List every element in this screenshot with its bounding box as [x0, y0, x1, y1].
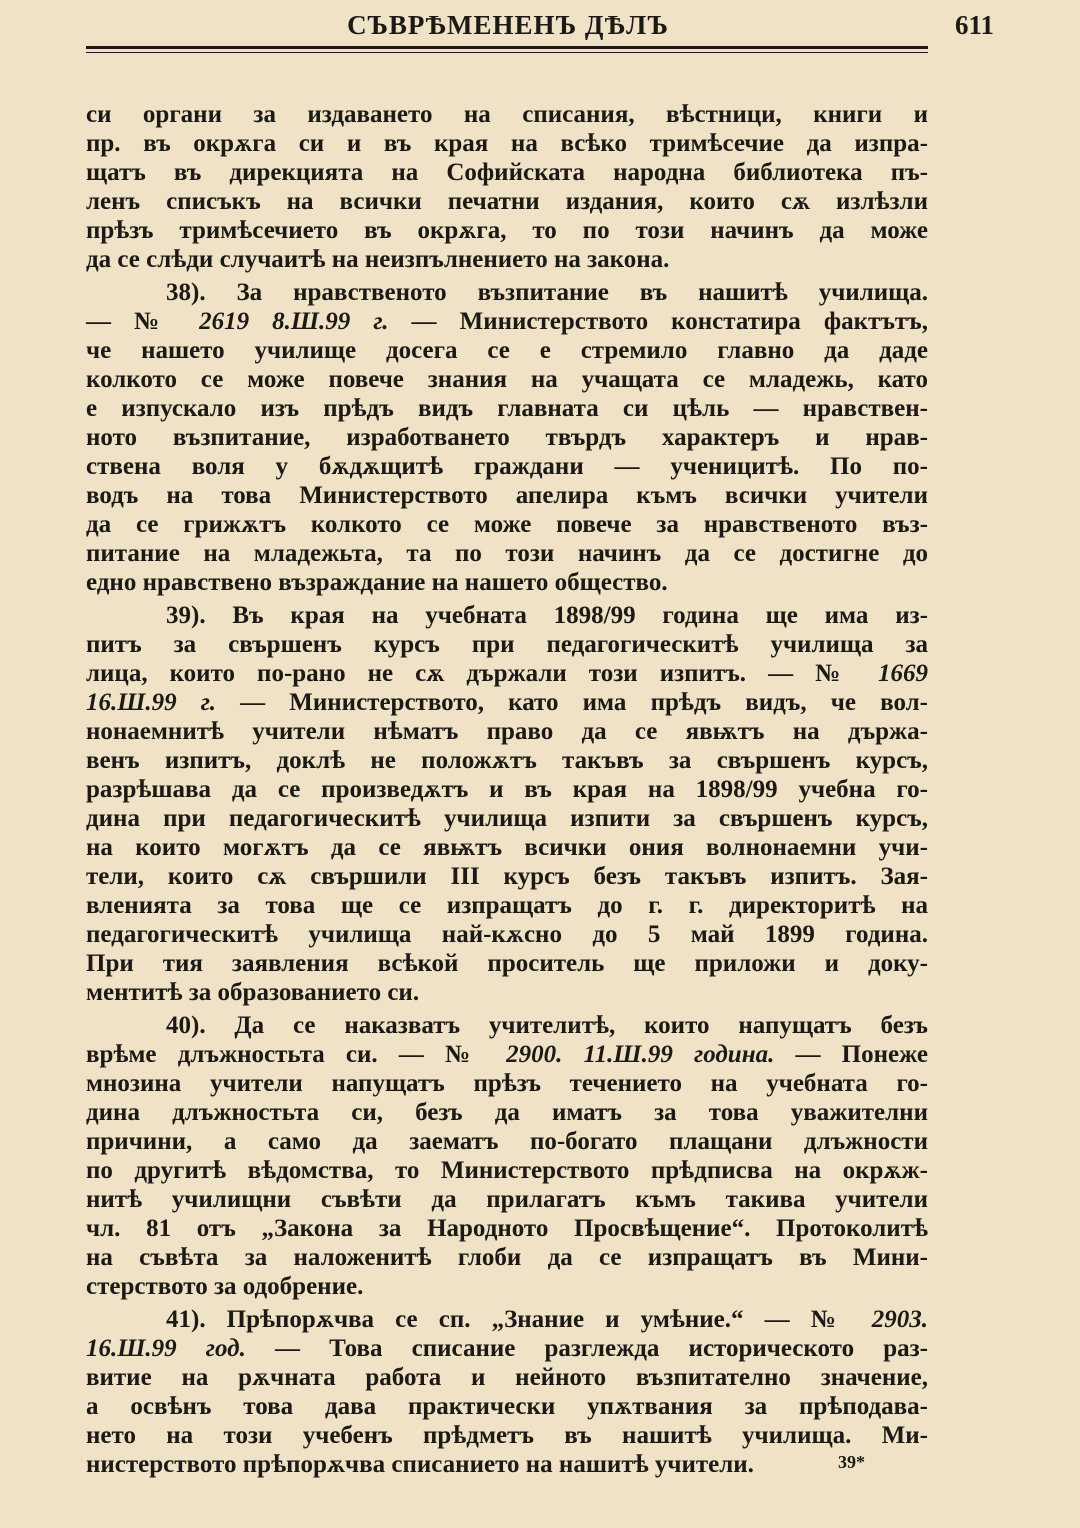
decree-reference: 16.Ш.99 год. [86, 1335, 246, 1362]
header-rule-thick [86, 46, 928, 49]
text-run: — Министерството констатира фактътъ, [388, 308, 928, 335]
text-run: врѣме длъжностьта си. — № [86, 1041, 507, 1068]
text-run: — Министерството, като има прѣдъ видъ, че вол- [215, 689, 928, 716]
header-rule-thin [86, 52, 928, 53]
item-heading: питъ за свършенъ курсъ при педагогическитѣ училища за [86, 631, 928, 658]
text-line: по другитѣ вѣдомства, то Министерството прѣдписва на окрѫж- [86, 1157, 928, 1184]
text-line: колкото се може повече знания на учащата се младежь, като [86, 366, 928, 393]
text-line: че нашето училище досега се е стремило главно да даде [86, 337, 928, 364]
text-run: — Понеже [774, 1041, 928, 1068]
paragraph-38 [86, 278, 928, 597]
text-line: да се слѣди случаитѣ на неизпълнението на закона. [86, 246, 670, 273]
text-line: дина при педагогическитѣ училища изпити за свършенъ курсъ, [86, 805, 928, 832]
text-line: дина длъжностьта си, безъ да иматъ за това уважителни [86, 1099, 928, 1126]
item-heading: 41). Прѣпорѫчва се сп. „Знание и умѣние.“ — № [166, 1306, 872, 1333]
text-line: е изпускало изъ прѣдъ видъ главната си цѣль — нравствен- [86, 395, 928, 422]
paragraph-intro [86, 100, 928, 274]
decree-reference: 16.Ш.99 г. [86, 689, 216, 716]
text-line: мнозина учители напущатъ прѣзъ течението на учебната го- [86, 1070, 928, 1097]
page-number: 611 [954, 10, 994, 40]
text-line: педагогическитѣ училища най-кѫсно до 5 май 1899 година. [86, 921, 928, 948]
text-line: да се грижѫтъ колкото се може повече за нравственото въз- [86, 511, 928, 538]
text-line: нонаемнитѣ учители нѣматъ право да се явѭтъ на държа- [86, 718, 928, 745]
text-line: ното възпитание, изработването твърдъ характеръ и нрав- [86, 424, 928, 451]
text-line: щатъ въ дирекцията на Софийската народна библиотека пъ- [86, 159, 928, 186]
text-line: витие на рѫчната работа и нейното възпитателно значение, [86, 1364, 928, 1391]
text-line: нистерството прѣпорѫчва списанието на нашитѣ учители. [86, 1451, 754, 1478]
text-line: водъ на това Министерството апелира къмъ всички учители [86, 482, 928, 509]
text-line: а освѣнъ това дава практически упѫтвания за прѣподава- [86, 1393, 928, 1420]
running-header [86, 10, 994, 40]
paragraph-40 [86, 1011, 928, 1301]
text-run: — Това списание разглежда историческото раз- [245, 1335, 928, 1362]
decree-reference: 2900. 11.Ш.99 година. [506, 1041, 775, 1068]
text-line [86, 688, 928, 717]
decree-reference: 2619 8.Ш.99 г. [199, 308, 389, 335]
text-line: едно нравствено възраждание на нашето общество. [86, 569, 668, 596]
text-run: лица, които по-рано не сѫ държали този изпитъ. — № [86, 660, 878, 687]
text-line: вленията за това ще се изпращатъ до г. г. директоритѣ на [86, 892, 928, 919]
text-line [86, 1305, 928, 1334]
text-line: нето на този учебенъ прѣдметъ въ нашитѣ училища. Ми- [86, 1422, 928, 1449]
text-line: разрѣшава да се произведѫтъ и въ края на 1898/99 учебна го- [86, 776, 928, 803]
body-text [86, 100, 928, 1479]
paragraph-41 [86, 1305, 928, 1479]
item-heading: 39). Въ края на учебната 1898/99 година ще има из- [166, 602, 928, 629]
text-line: си органи за издаването на списания, вѣстници, книги и [86, 101, 928, 128]
signature-mark: 39* [838, 1452, 865, 1472]
text-line: ментитѣ за образованието си. [86, 979, 420, 1006]
header-title: СЪВРѢМЕНЕНЪ ДѢЛЪ [347, 10, 669, 40]
text-line: тели, които сѫ свършили III курсъ безъ такъвъ изпитъ. Зая- [86, 863, 928, 890]
text-line [86, 1334, 928, 1363]
text-line: прѣзъ тримѣсечието въ окрѫга, то по този начинъ да може [86, 217, 928, 244]
item-heading: 38). За нравственото възпитание въ нашитѣ училища. [166, 279, 928, 306]
text-line: чл. 81 отъ „Закона за Народното Просвѣщение“. Протоколитѣ [86, 1215, 928, 1242]
text-line [86, 307, 928, 336]
text-line: стерството за одобрение. [86, 1273, 364, 1300]
paragraph-39 [86, 601, 928, 1007]
text-line: питание на младежьта, та по този начинъ да се достигне до [86, 540, 928, 567]
text-line: причини, а само да заематъ по-богато плащани длъжности [86, 1128, 928, 1155]
decree-reference: 1669 [878, 660, 928, 687]
text-line: ствена воля у бѫдѫщитѣ граждани — ученицитѣ. По по- [86, 453, 928, 480]
text-line: пр. въ окрѫга си и въ края на всѣко тримѣсечие да изпра- [86, 130, 928, 157]
text-line: венъ изпитъ, доклѣ не положѫтъ такъвъ за свършенъ курсъ, [86, 747, 928, 774]
text-line: на съвѣта за наложенитѣ глоби да се изпращатъ въ Мини- [86, 1244, 928, 1271]
decree-reference: 2903. [871, 1306, 928, 1333]
text-line: ленъ списъкъ на всички печатни издания, които сѫ излѣзли [86, 188, 928, 215]
text-line: нитѣ училищни съвѣти да прилагатъ къмъ такива учители [86, 1186, 928, 1213]
item-heading: 40). Да се наказватъ учителитѣ, които напущатъ безъ [166, 1012, 928, 1039]
text-line: на които могѫтъ да се явѭтъ всички ония волнонаемни учи- [86, 834, 928, 861]
text-line [86, 1040, 928, 1069]
text-line: При тия заявления всѣкой проситель ще приложи и доку- [86, 950, 928, 977]
text-run: — № [86, 308, 200, 335]
text-line [86, 659, 928, 688]
